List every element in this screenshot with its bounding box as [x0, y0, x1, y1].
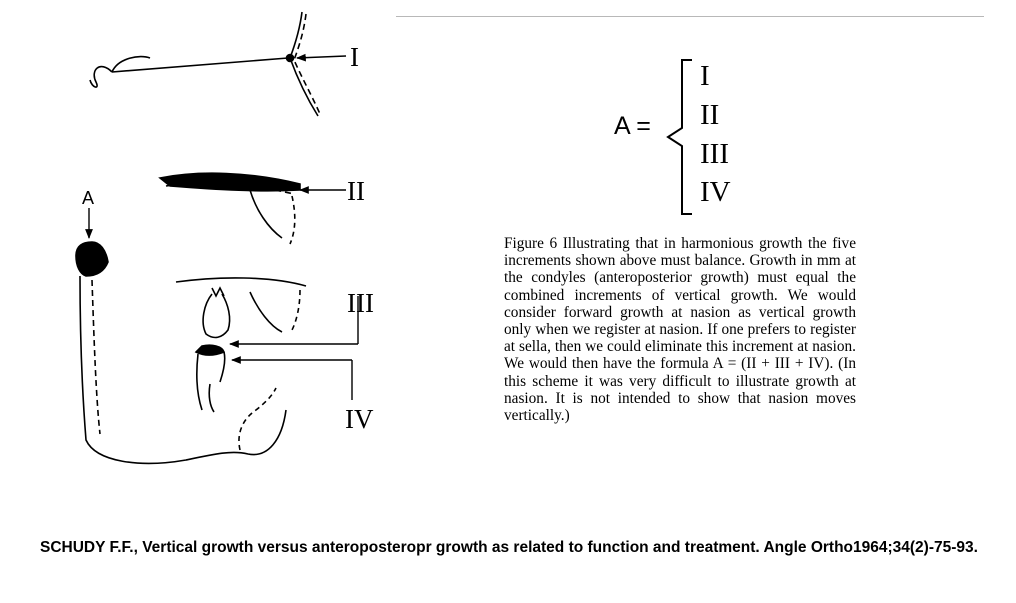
roman-marker-2: II: [347, 176, 365, 206]
roman-marker-3: III: [347, 288, 374, 318]
mandible-sketch: [76, 242, 286, 463]
point-a-label: A: [82, 188, 95, 208]
formula-item-3: III: [700, 138, 729, 170]
formula-lhs: A =: [614, 112, 651, 140]
formula-item-2: II: [700, 99, 720, 131]
formula-item-1: I: [700, 60, 710, 92]
roman-marker-4: IV: [345, 404, 374, 434]
top-divider: [396, 16, 984, 17]
upper-tooth-sketch: [176, 278, 306, 338]
figure-caption: Figure 6 Illustrating that in harmonious growth the five increments shown above must balance. Growth in mm at the condyles (anteroposterior growth) must equal the combined increments of vertical growth. We would consider forward growth at nasion as vertical growth only when we register at nasion. If one prefers to register at sella, then we could eliminate this increment at nasion. We would then have the formula A = (II + III + IV). (In this scheme it was very difficult to illustrate growth at nasion. It is not intended to show that nasion moves vertically.): [504, 235, 856, 425]
roman-marker-1: I: [350, 42, 359, 72]
arrow-marker-1: [297, 56, 346, 58]
citation: SCHUDY F.F., Vertical growth versus anteroposteropr growth as related to function and treatment. Angle Ortho1964;34(2)-75-93.: [40, 539, 978, 556]
formula-brace: [664, 56, 694, 218]
lower-tooth-sketch: [196, 345, 225, 412]
growth-increment-diagram: [0, 0, 420, 470]
palate-sketch: [160, 173, 300, 244]
nasion-sketch: [90, 12, 320, 116]
formula-item-4: IV: [700, 176, 731, 208]
